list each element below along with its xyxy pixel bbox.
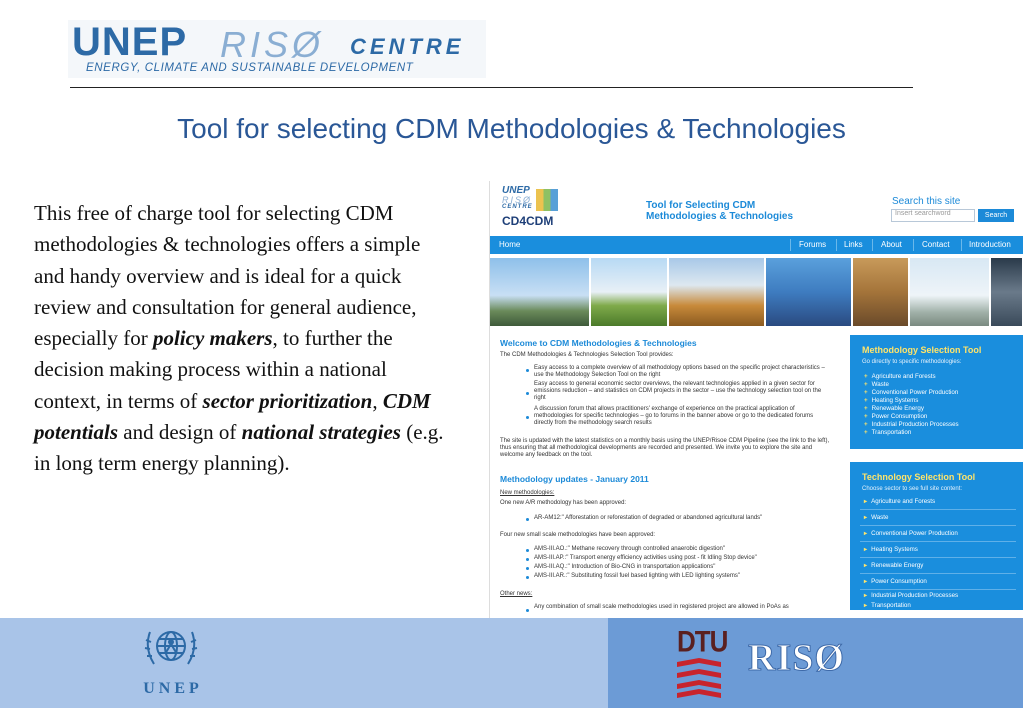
nav-home[interactable]: Home (499, 240, 521, 249)
body-text-part: and design of (118, 420, 242, 445)
emphasis-sector-prioritization: sector prioritization (202, 388, 373, 413)
technology-panel-title: Technology Selection Tool (862, 472, 976, 482)
arrow-right-icon: ▸ (864, 498, 868, 505)
technology-panel-subtitle: Choose sector to see full site content: (862, 486, 963, 492)
logo-tagline: ENERGY, CLIMATE AND SUSTAINABLE DEVELOPMENT (86, 62, 414, 74)
technology-item[interactable] (864, 498, 935, 505)
ss-item: AMS-III.AQ.:" Introduction of Bio-CNG in transportation applications" (534, 564, 716, 570)
technology-selection-panel (850, 462, 1023, 610)
plus-icon: + (864, 389, 868, 396)
methodology-selection-panel (850, 335, 1023, 449)
search-label: Search this site (892, 196, 961, 207)
welcome-bullet: A discussion forum that allows practitioners' exchange of experience on the practical application of methodologies for specific technologies – go to forums in the banner above or go to the dedicated forums directly from the methodology search results (534, 406, 814, 426)
site-logo-centre: CENTRE (502, 204, 533, 210)
methodology-item-label: Industrial Production Processes (871, 421, 959, 428)
header-divider (70, 87, 913, 88)
slide-title: Tool for selecting CDM Methodologies & Technologies (177, 113, 846, 144)
plus-icon: + (864, 397, 868, 404)
site-nav (490, 236, 1023, 254)
panel-divider (860, 589, 1016, 590)
arrow-right-icon: ▸ (864, 592, 868, 599)
logo-word-riso: RISØ (220, 24, 325, 65)
unep-emblem-icon (140, 622, 202, 674)
site-logo-unep: UNEP (502, 185, 530, 196)
arrow-right-icon: ▸ (864, 562, 868, 569)
logo-word-centre: CENTRE (350, 34, 465, 59)
unep-label: UNEP (143, 680, 203, 697)
methodology-item[interactable] (864, 413, 927, 420)
body-text-part: , to further the decision making process within a national context, in terms of (34, 326, 393, 413)
site-title-line: Tool for Selecting CDM (646, 200, 756, 211)
technology-item-label: Transportation (871, 602, 911, 609)
methodology-item[interactable] (864, 421, 959, 428)
technology-item[interactable] (864, 530, 958, 537)
search-input[interactable]: Insert searchword (891, 209, 975, 222)
technology-item-label: Renewable Energy (871, 562, 924, 569)
footer-left-band (0, 618, 608, 708)
bullet-icon (526, 567, 529, 570)
nav-contact[interactable]: Contact (922, 240, 950, 249)
site-title (646, 200, 793, 222)
technology-item-label: Power Consumption (871, 578, 927, 585)
methodology-item-label: Power Consumption (871, 413, 928, 420)
nav-links[interactable]: Links (844, 240, 863, 249)
welcome-bullet: Easy access to general economic sector overviews, the relevant technologies applied in a given sector for emissions reduction – and statistics on CDM projects in the sector – use the technology selection tool on the right (534, 381, 822, 401)
plus-icon: + (864, 421, 868, 428)
photo-wind-snow (910, 258, 989, 326)
methodology-item-label: Waste (871, 381, 889, 388)
new-methodologies-heading: New methodologies: (500, 490, 555, 496)
plus-icon: + (864, 405, 868, 412)
methodology-item-label: Conventional Power Production (871, 389, 959, 396)
cd4cdm-logo (502, 185, 622, 231)
photo-birds (490, 258, 589, 326)
welcome-title: Welcome to CDM Methodologies & Technologies (500, 338, 697, 348)
methodology-item-label: Heating Systems (871, 397, 919, 404)
emphasis-policy-makers: policy makers (152, 326, 273, 351)
nav-separator (872, 239, 873, 251)
nav-separator (790, 239, 791, 251)
methodology-item[interactable] (864, 389, 958, 396)
ss-line: Four new small scale methodologies have been approved: (500, 532, 656, 538)
bullet-icon (526, 549, 529, 552)
other-news-heading: Other news: (500, 591, 533, 597)
site-photo-banner (490, 258, 1023, 326)
bullet-icon (526, 392, 529, 395)
unep-riso-centre-logo (68, 20, 486, 78)
methodology-item[interactable] (864, 405, 924, 412)
emphasis-national-strategies: national strategies (241, 420, 401, 445)
ar-line: One new A/R methodology has been approved: (500, 500, 627, 506)
nav-forums[interactable]: Forums (799, 240, 827, 249)
methodology-item-label: Agriculture and Forests (871, 373, 936, 380)
slide-body-text (34, 198, 444, 480)
arrow-right-icon: ▸ (864, 530, 868, 537)
plus-icon: + (864, 381, 868, 388)
panel-divider (860, 557, 1016, 558)
logo-word-unep: UNEP (72, 20, 188, 64)
site-logo-riso: RISØ (502, 195, 533, 205)
panel-divider (860, 509, 1016, 510)
technology-item[interactable] (864, 602, 911, 609)
body-text-part: This free of charge tool for selecting CDM methodologies & technologies offers a simple and handy overview and is ideal for a quick review and consultation for general audience, especially for (34, 201, 421, 351)
technology-item[interactable] (864, 514, 888, 521)
technology-item[interactable] (864, 562, 923, 569)
emphasis-cdm-potentials: CDM potentials (34, 388, 431, 445)
update-note: The site is updated with the latest statistics on a monthly basis using the UNEP/Risoe CDM Pipeline (see the link to the left), thus ensuring that all methodological developments are recorded and presented. We invite you to explore the site and welcome any feedback on the tool. (500, 438, 830, 458)
panel-divider (860, 525, 1016, 526)
photo-solar-panel (766, 258, 851, 326)
methodology-item-label: Transportation (871, 429, 912, 436)
panel-divider (860, 573, 1016, 574)
photo-car (991, 258, 1022, 326)
nav-separator (961, 239, 962, 251)
dtu-logo-icon (677, 658, 721, 698)
plus-icon: + (864, 429, 868, 436)
body-text-part: (e.g. in long term energy planning). (34, 420, 444, 476)
bullet-icon (526, 576, 529, 579)
methodology-item[interactable] (864, 429, 911, 436)
technology-item-label: Industrial Production Processes (871, 592, 959, 599)
bullet-icon (526, 369, 529, 372)
website-screenshot (489, 181, 1023, 618)
arrow-right-icon: ▸ (864, 602, 868, 609)
panel-divider (860, 541, 1016, 542)
nav-about[interactable]: About (881, 240, 902, 249)
bullet-icon (526, 518, 529, 521)
riso-label: RISØ (748, 637, 845, 679)
dtu-label: DTU (677, 624, 728, 659)
bullet-icon (526, 558, 529, 561)
welcome-intro: The CDM Methodologies & Technologies Selection Tool provides: (500, 352, 674, 358)
methodology-item[interactable] (864, 397, 918, 404)
methodology-panel-title: Methodology Selection Tool (862, 345, 982, 355)
technology-item[interactable] (864, 546, 918, 553)
methodology-item[interactable] (864, 373, 936, 380)
methodology-panel-subtitle: Go directly to specific methodologies: (862, 359, 962, 365)
ss-item: AMS-III.AO.:" Methane recovery through controlled anaerobic digestion" (534, 546, 726, 552)
site-logo-cd4cdm: CD4CDM (502, 214, 554, 228)
site-header (490, 181, 1023, 234)
plus-icon: + (864, 413, 868, 420)
photo-power-plant (669, 258, 764, 326)
arrow-right-icon: ▸ (864, 578, 868, 585)
technology-item[interactable] (864, 578, 927, 585)
technology-item-label: Agriculture and Forests (871, 498, 936, 505)
technology-item-label: Waste (871, 514, 889, 521)
updates-title: Methodology updates - January 2011 (500, 474, 649, 484)
methodology-item[interactable] (864, 381, 889, 388)
arrow-right-icon: ▸ (864, 546, 868, 553)
photo-wind-field (591, 258, 667, 326)
welcome-bullet: Easy access to a complete overview of all methodology options based on the specific project characteristics – use the Methodology Selection Tool on the right (534, 365, 825, 378)
technology-item-label: Conventional Power Production (871, 530, 958, 537)
photo-child (853, 258, 908, 326)
nav-introduction[interactable]: Introduction (969, 240, 1011, 249)
technology-item[interactable] (864, 592, 958, 599)
ss-item: AMS-III.AP.:" Transport energy efficiency activities using post - fit Idling Stop device" (534, 555, 757, 561)
nav-separator (913, 239, 914, 251)
search-button[interactable]: Search (978, 209, 1014, 222)
technology-item-label: Heating Systems (871, 546, 918, 553)
arrow-right-icon: ▸ (864, 514, 868, 521)
plus-icon: + (864, 373, 868, 380)
methodology-item-label: Renewable Energy (871, 405, 924, 412)
logo-grid-icon (536, 189, 558, 211)
nav-separator (836, 239, 837, 251)
ss-item: AMS-III.AR.:" Substituting fossil fuel based lighting with LED lighting systems" (534, 573, 741, 579)
site-title-line: Methodologies & Technologies (646, 211, 794, 222)
bullet-icon (526, 416, 529, 419)
other-news-item: Any combination of small scale methodologies used in registered project are allowed in PoAs as (534, 604, 789, 610)
bullet-icon (526, 609, 529, 612)
ar-item: AR-AM12:" Afforestation or reforestation of degraded or abandoned agricultural lands" (534, 515, 763, 521)
body-text-part: , (372, 388, 383, 413)
